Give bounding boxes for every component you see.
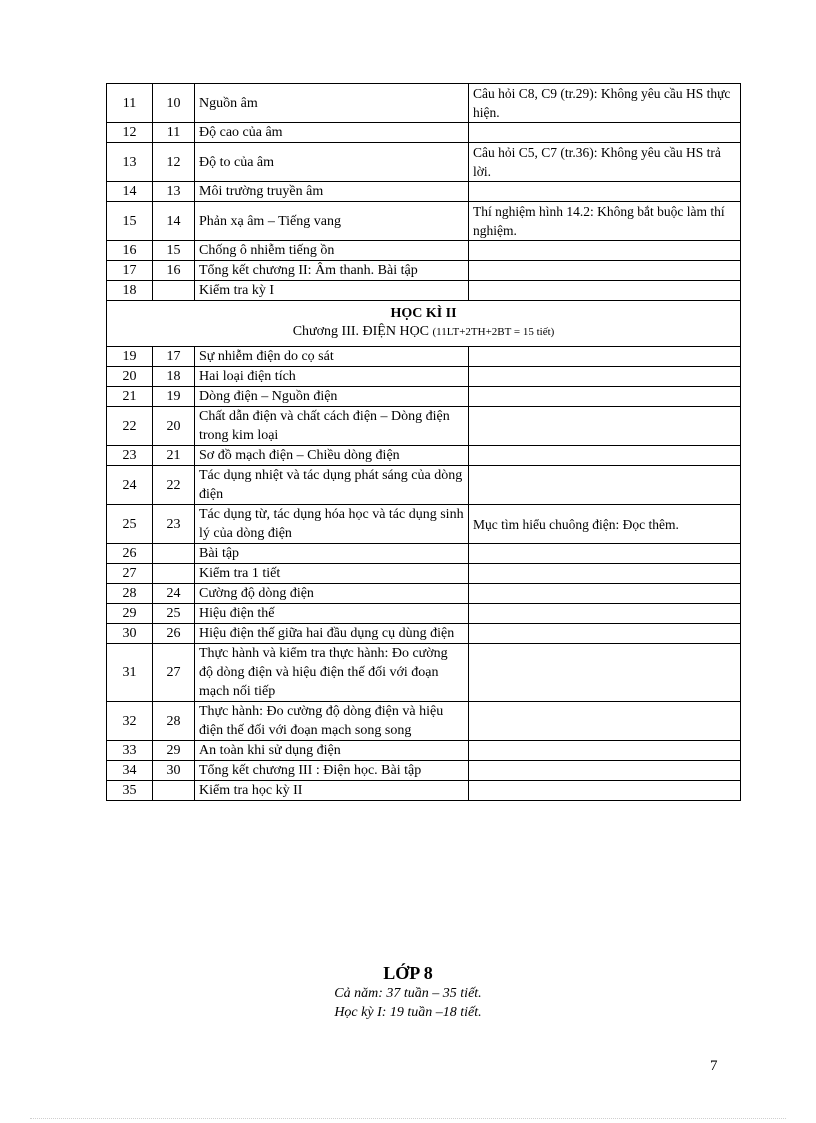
cell-topic: Môi trường truyền âm: [195, 182, 469, 202]
table-row: [107, 347, 741, 367]
cell-note: [469, 624, 741, 644]
cell-topic: Dòng điện – Nguồn điện: [195, 387, 469, 407]
table-row: [107, 202, 741, 241]
cell-note: [469, 261, 741, 281]
table-row: [107, 761, 741, 781]
cell-lesson: 19: [153, 387, 195, 407]
cell-topic: Nguồn âm: [195, 84, 469, 123]
cell-topic: Tác dụng từ, tác dụng hóa học và tác dụng sinh lý của dòng điện: [195, 505, 469, 544]
cell-note: [469, 544, 741, 564]
table-row: [107, 446, 741, 466]
cell-note: [469, 741, 741, 761]
cell-topic: Tác dụng nhiệt và tác dụng phát sáng của dòng điện: [195, 466, 469, 505]
grade-footer: [0, 962, 816, 1022]
table-row: [107, 281, 741, 301]
cell-period: 32: [107, 702, 153, 741]
cell-note: [469, 241, 741, 261]
cell-period: 25: [107, 505, 153, 544]
table-row: [107, 741, 741, 761]
cell-lesson: 25: [153, 604, 195, 624]
cell-note: Câu hỏi C8, C9 (tr.29): Không yêu cầu HS thực hiện.: [469, 84, 741, 123]
cell-lesson: [153, 564, 195, 584]
cell-period: 11: [107, 84, 153, 123]
table-body-hk1: [107, 84, 741, 301]
cell-period: 18: [107, 281, 153, 301]
cell-period: 24: [107, 466, 153, 505]
cell-lesson: 24: [153, 584, 195, 604]
cell-lesson: 16: [153, 261, 195, 281]
cell-note: [469, 367, 741, 387]
cell-period: 17: [107, 261, 153, 281]
cell-topic: Tổng kết chương III : Điện học. Bài tập: [195, 761, 469, 781]
cell-lesson: 10: [153, 84, 195, 123]
table-body-hk2: [107, 347, 741, 801]
section-row: [107, 301, 741, 347]
cell-lesson: 17: [153, 347, 195, 367]
table-row: [107, 644, 741, 702]
cell-lesson: 13: [153, 182, 195, 202]
cell-lesson: 20: [153, 407, 195, 446]
year-summary: Cả năm: 37 tuần – 35 tiết.: [334, 986, 482, 1001]
section-title: HỌC KÌ II: [390, 306, 457, 321]
cell-lesson: 11: [153, 123, 195, 143]
cell-period: 28: [107, 584, 153, 604]
cell-period: 15: [107, 202, 153, 241]
cell-period: 31: [107, 644, 153, 702]
table-row: [107, 261, 741, 281]
section-header-cell: [107, 301, 741, 347]
cell-lesson: 22: [153, 466, 195, 505]
table-row: [107, 182, 741, 202]
cell-period: 16: [107, 241, 153, 261]
cell-note: [469, 466, 741, 505]
cell-note: [469, 781, 741, 801]
cell-note: [469, 604, 741, 624]
term-summary: Học kỳ I: 19 tuần –18 tiết.: [334, 1005, 482, 1020]
cell-topic: Kiểm tra 1 tiết: [195, 564, 469, 584]
chapter-note: (11LT+2TH+2BT = 15 tiết): [432, 326, 555, 338]
cell-note: [469, 564, 741, 584]
cell-period: 27: [107, 564, 153, 584]
cell-note: [469, 123, 741, 143]
cell-period: 19: [107, 347, 153, 367]
cell-note: [469, 702, 741, 741]
cell-topic: An toàn khi sử dụng điện: [195, 741, 469, 761]
cell-period: 21: [107, 387, 153, 407]
cell-topic: Bài tập: [195, 544, 469, 564]
cell-lesson: 28: [153, 702, 195, 741]
cell-topic: Chống ô nhiễm tiếng ồn: [195, 241, 469, 261]
cell-topic: Phản xạ âm – Tiếng vang: [195, 202, 469, 241]
cell-topic: Cường độ dòng điện: [195, 584, 469, 604]
table-row: [107, 702, 741, 741]
table-row: [107, 143, 741, 182]
cell-lesson: 27: [153, 644, 195, 702]
cell-period: 22: [107, 407, 153, 446]
cell-topic: Kiểm tra học kỳ II: [195, 781, 469, 801]
cell-topic: Độ to của âm: [195, 143, 469, 182]
cell-topic: Hiệu điện thế giữa hai đầu dụng cụ dùng điện: [195, 624, 469, 644]
cell-topic: Chất dẫn điện và chất cách điện – Dòng điện trong kim loại: [195, 407, 469, 446]
cell-note: [469, 281, 741, 301]
cell-lesson: 15: [153, 241, 195, 261]
table-row: [107, 564, 741, 584]
table-row: [107, 123, 741, 143]
cell-topic: Tổng kết chương II: Âm thanh. Bài tập: [195, 261, 469, 281]
cell-lesson: 23: [153, 505, 195, 544]
cell-period: 13: [107, 143, 153, 182]
cell-lesson: 14: [153, 202, 195, 241]
cell-note: Câu hỏi C5, C7 (tr.36): Không yêu cầu HS trả lời.: [469, 143, 741, 182]
cell-note: [469, 644, 741, 702]
cell-period: 30: [107, 624, 153, 644]
table-row: [107, 604, 741, 624]
cell-lesson: 29: [153, 741, 195, 761]
cell-topic: Thực hành và kiểm tra thực hành: Đo cường độ dòng điện và hiệu điện thế đối với đoạn mạch nối tiếp: [195, 644, 469, 702]
cell-lesson: [153, 544, 195, 564]
cell-topic: Hiệu điện thế: [195, 604, 469, 624]
table-row: [107, 781, 741, 801]
cell-topic: Hai loại điện tích: [195, 367, 469, 387]
table-row: [107, 367, 741, 387]
cell-topic: Thực hành: Đo cường độ dòng điện và hiệu điện thế đối với đoạn mạch song song: [195, 702, 469, 741]
cell-topic: Kiểm tra kỳ I: [195, 281, 469, 301]
cell-note: Mục tìm hiểu chuông điện: Đọc thêm.: [469, 505, 741, 544]
table-row: [107, 624, 741, 644]
cell-lesson: [153, 281, 195, 301]
cell-period: 12: [107, 123, 153, 143]
cell-lesson: 21: [153, 446, 195, 466]
cell-note: [469, 387, 741, 407]
cell-note: [469, 584, 741, 604]
table-row: [107, 407, 741, 446]
cell-note: [469, 761, 741, 781]
cell-topic: Sơ đồ mạch điện – Chiều dòng điện: [195, 446, 469, 466]
table-row: [107, 584, 741, 604]
page-number: 7: [710, 1058, 718, 1074]
cell-period: 26: [107, 544, 153, 564]
section-chapter: [107, 323, 740, 341]
cell-note: [469, 182, 741, 202]
cell-lesson: 30: [153, 761, 195, 781]
cell-note: Thí nghiệm hình 14.2: Không bắt buộc làm thí nghiệm.: [469, 202, 741, 241]
cell-lesson: [153, 781, 195, 801]
cell-lesson: 12: [153, 143, 195, 182]
chapter-name: Chương III. ĐIỆN HỌC: [292, 324, 430, 339]
table-row: [107, 544, 741, 564]
table-row: [107, 84, 741, 123]
table-row: [107, 505, 741, 544]
curriculum-table: [106, 83, 741, 801]
table-row: [107, 466, 741, 505]
cell-period: 14: [107, 182, 153, 202]
cell-period: 20: [107, 367, 153, 387]
page-bottom-rule: [30, 1118, 786, 1119]
cell-note: [469, 446, 741, 466]
cell-topic: Độ cao của âm: [195, 123, 469, 143]
grade-title: LỚP 8: [383, 963, 433, 983]
cell-period: 34: [107, 761, 153, 781]
cell-period: 35: [107, 781, 153, 801]
table-row: [107, 241, 741, 261]
cell-lesson: 26: [153, 624, 195, 644]
cell-period: 29: [107, 604, 153, 624]
table-row: [107, 387, 741, 407]
cell-note: [469, 347, 741, 367]
cell-topic: Sự nhiễm điện do cọ sát: [195, 347, 469, 367]
cell-period: 33: [107, 741, 153, 761]
cell-note: [469, 407, 741, 446]
cell-period: 23: [107, 446, 153, 466]
cell-lesson: 18: [153, 367, 195, 387]
table-section-hk2: [107, 301, 741, 347]
